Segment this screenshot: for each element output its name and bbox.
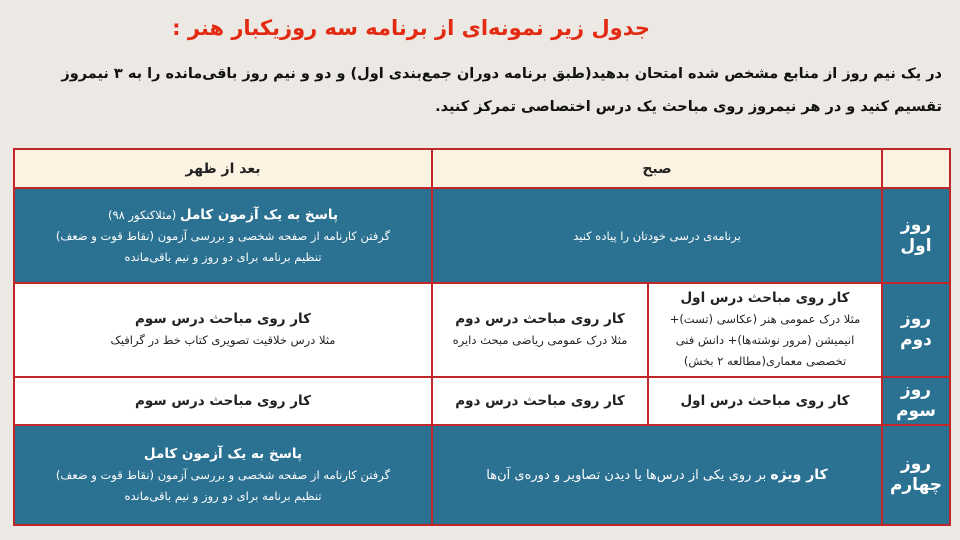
day3-morning-2: کار روی مباحث درس دوم [432, 377, 648, 425]
day3-morning-1: کار روی مباحث درس اول [648, 377, 882, 425]
day1-label: روز اول [882, 188, 950, 283]
day2-morning-2: کار روی مباحث درس دوم مثلا درک عمومی ریاضی مبحث دایره [432, 283, 648, 377]
header-row [14, 149, 950, 188]
header-morning: صبح [432, 149, 882, 188]
day1-afternoon: پاسخ به یک آزمون کامل (مثلاکنکور ۹۸) گرفتن کارنامه از صفحه شخصی و بررسی آزمون (نقاط قوت و ضعف) تنظیم برنامه برای دو روز و نیم باقی‌مانده [14, 188, 432, 283]
intro-line-1: در یک نیم روز از منابع مشخص شده امتحان بدهید(طبق برنامه دوران جمع‌بندی اول) و دو و نیم روز باقی‌مانده را به ۳ نیمروز [61, 66, 942, 82]
table-row-day1 [14, 188, 950, 283]
page-title: جدول زیر نمونه‌ای از برنامه سه روزیکبار هنر : [172, 16, 650, 40]
table-row-day2 [14, 283, 950, 377]
day4-afternoon: پاسخ به یک آزمون کامل گرفتن کارنامه از صفحه شخصی و بررسی آزمون (نقاط قوت و ضعف) تنظیم برنامه برای دو روز و نیم باقی‌مانده [14, 425, 432, 525]
schedule-table [13, 148, 951, 526]
day3-afternoon: کار روی مباحث درس سوم [14, 377, 432, 425]
table-row-day4 [14, 425, 950, 525]
table-row-day3 [14, 377, 950, 425]
intro-text [12, 58, 942, 124]
day2-label: روز دوم [882, 283, 950, 377]
header-afternoon: بعد از ظهر [14, 149, 432, 188]
header-blank-cell [882, 149, 950, 188]
intro-line-2: تقسیم کنید و در هر نیمروز روی مباحث یک درس اختصاصی تمرکز کنید. [435, 99, 942, 115]
day4-label: روز چهارم [882, 425, 950, 525]
day4-morning: کار ویژه بر روی یکی از درس‌ها یا دیدن تصاویر و دوره‌ی آن‌ها [432, 425, 882, 525]
day2-afternoon: کار روی مباحث درس سوم مثلا درس خلاقیت تصویری کتاب خط در گرافیک [14, 283, 432, 377]
day2-morning-1: کار روی مباحث درس اول مثلا درک عمومی هنر (عکاسی (تست)+ انیمیشن (مرور نوشته‌ها)+ دانش فنی تخصصی معماری(مطالعه ۲ بخش) [648, 283, 882, 377]
day3-label: روز سوم [882, 377, 950, 425]
day1-morning: برنامه‌ی درسی خودتان را پیاده کنید [432, 188, 882, 283]
